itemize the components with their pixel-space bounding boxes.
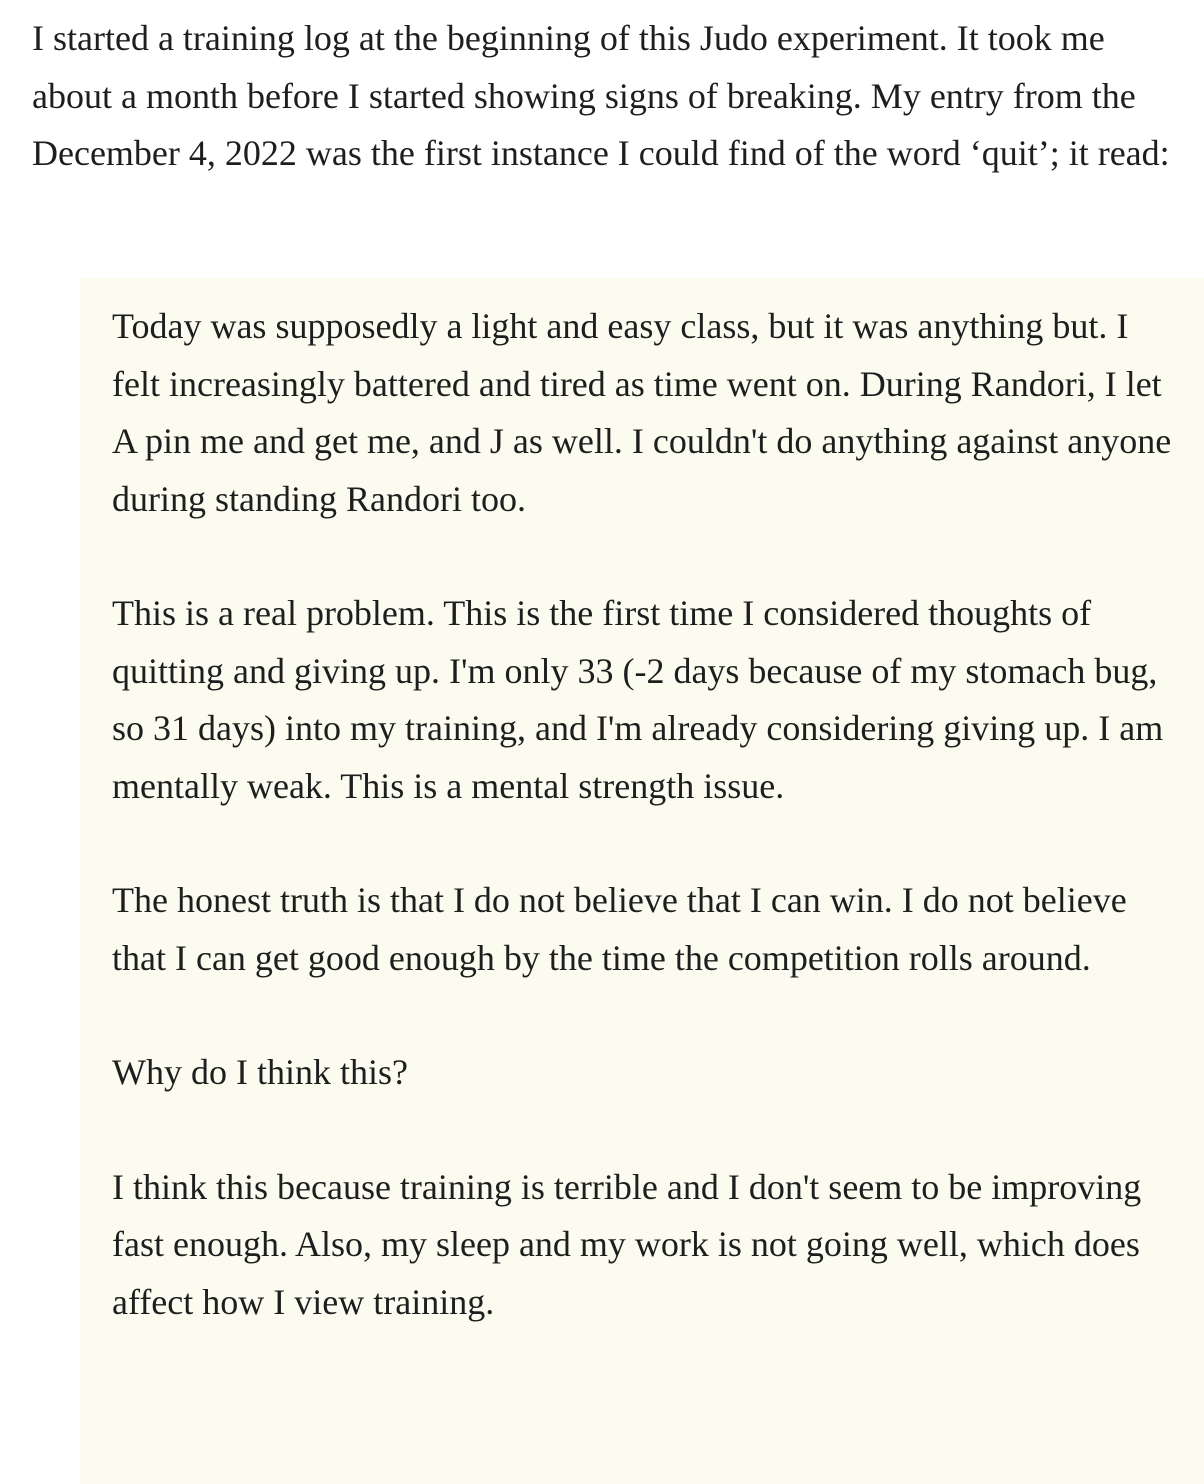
log-paragraph-1: Today was supposedly a light and easy class, but it was anything but. I felt increasingly battered and tired as time went on. During Randori, I let A pin me and get me, and J as well. I couldn't do anything against anyone during standing Randori too.: [112, 306, 1172, 519]
training-log-quote: [80, 278, 1204, 1484]
log-paragraph-2: This is a real problem. This is the first time I considered thoughts of quitting and giving up. I'm only 33 (-2 days because of my stomach bug, so 31 days) into my training, and I'm already considering giving up. I am mentally weak. This is a mental strength issue.: [112, 593, 1164, 806]
log-paragraph-5: I think this because training is terrible and I don't seem to be improving fast enough. Also, my sleep and my work is not going well, which does affect how I view training.: [112, 1166, 1142, 1322]
intro-paragraph: I started a training log at the beginning of this Judo experiment. It took me about a month before I started showing signs of breaking. My entry from the December 4, 2022 was the first instance I could find of the word ‘quit’; it read:: [32, 18, 1170, 173]
log-paragraph-4: Why do I think this?: [112, 1052, 408, 1092]
log-paragraph-3: The honest truth is that I do not believe that I can win. I do not believe that I can get good enough by the time the competition rolls around.: [112, 880, 1127, 978]
